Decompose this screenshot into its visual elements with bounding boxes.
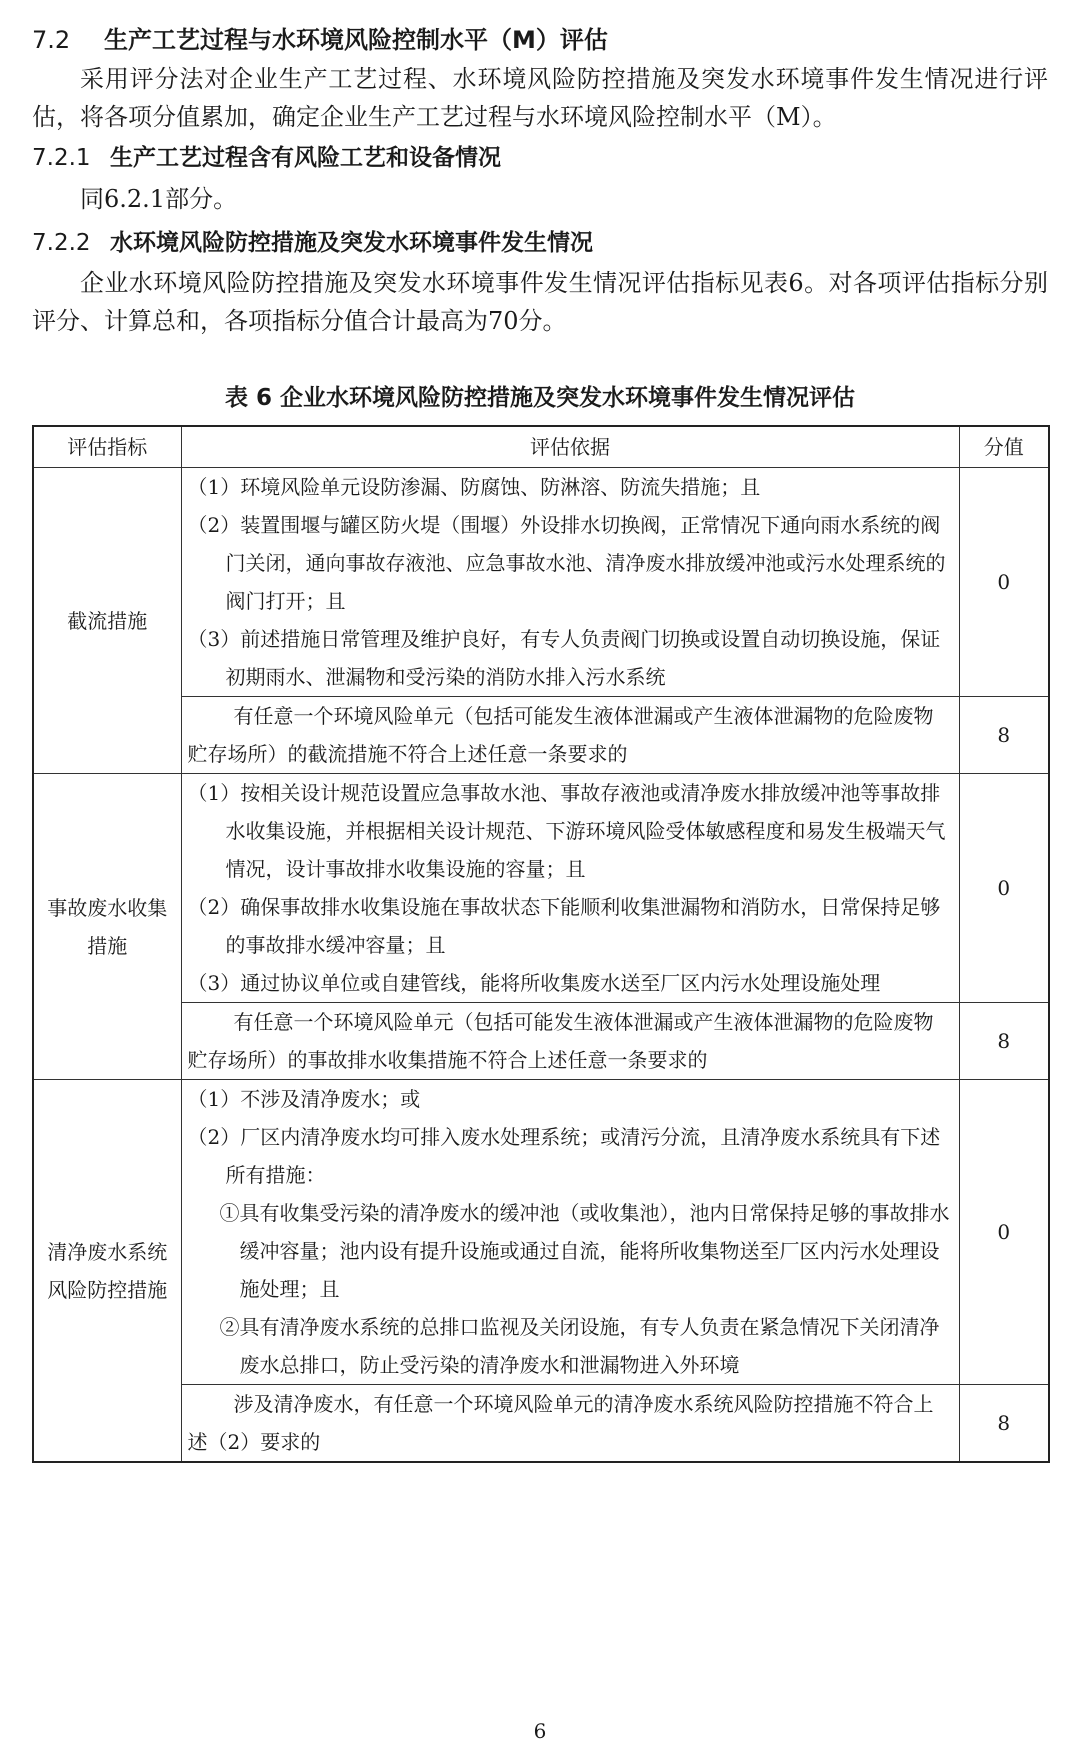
header-score: 分值 [959, 426, 1049, 468]
basis-subitem: ②具有清净废水系统的总排口监视及关闭设施，有专人负责在紧急情况下关闭清净废水总排口，防止受污染的清净废水和泄漏物进入外环境 [219, 1315, 940, 1377]
score-cell: 0 [959, 1080, 1049, 1385]
basis-text: 涉及清净废水，有任意一个环境风险单元的清净废水系统风险防控措施不符合上述（2）要求的 [187, 1392, 934, 1454]
indicator-cell [33, 468, 181, 774]
page-number: 6 [533, 1719, 547, 1743]
table-row [33, 1003, 1049, 1080]
subsection-text-2: 企业水环境风险防控措施及突发水环境事件发生情况评估指标见表6。对各项评估指标分别评分、计算总和，各项指标分值合计最高为70分。 [32, 269, 1048, 335]
table-row [33, 697, 1049, 774]
basis-cell [181, 774, 959, 1003]
header-indicator: 评估指标 [33, 426, 181, 468]
subsection-title-1: 生产工艺过程含有风险工艺和设备情况 [110, 145, 501, 171]
indicator-line: 风险防控措施 [47, 1277, 168, 1302]
section-heading [32, 22, 608, 58]
basis-item: （3）前述措施日常管理及维护良好，有专人负责阀门切换或设置自动切换设施，保证初期雨水、泄漏物和受污染的消防水排入污水系统 [187, 627, 941, 689]
score-cell: 8 [959, 1385, 1049, 1463]
table-row [33, 1080, 1049, 1385]
basis-item: （2）厂区内清净废水均可排入废水处理系统；或清污分流，且清净废水系统具有下述所有措施： [187, 1125, 941, 1187]
basis-text: 有任意一个环境风险单元（包括可能发生液体泄漏或产生液体泄漏物的危险废物贮存场所）的事故排水收集措施不符合上述任意一条要求的 [187, 1010, 934, 1072]
table-row [33, 774, 1049, 1003]
indicator-line: 截流措施 [67, 608, 148, 633]
table-body [33, 468, 1049, 1463]
score-cell: 8 [959, 697, 1049, 774]
table-row [33, 468, 1049, 697]
score-cell: 0 [959, 468, 1049, 697]
indicator-line: 清净废水系统 [47, 1239, 168, 1264]
basis-cell [181, 1080, 959, 1385]
subsection-heading-2 [32, 225, 593, 261]
intro-paragraph: 采用评分法对企业生产工艺过程、水环境风险防控措施及突发水环境事件发生情况进行评估，将各项分值累加，确定企业生产工艺过程与水环境风险控制水平（M）。 [32, 65, 1048, 131]
basis-cell [181, 1385, 959, 1463]
basis-item: （3）通过协议单位或自建管线，能将所收集废水送至厂区内污水处理设施处理 [187, 971, 881, 995]
section-number: 7.2 [32, 26, 71, 54]
basis-subitem: ①具有收集受污染的清净废水的缓冲池（或收集池），池内日常保持足够的事故排水缓冲容量；池内设有提升设施或通过自流，能将所收集物送至厂区内污水处理设施处理；且 [219, 1201, 950, 1301]
assessment-table [32, 425, 1050, 1463]
score-cell: 8 [959, 1003, 1049, 1080]
indicator-line: 措施 [87, 933, 128, 958]
basis-text: 有任意一个环境风险单元（包括可能发生液体泄漏或产生液体泄漏物的危险废物贮存场所）的截流措施不符合上述任意一条要求的 [187, 704, 934, 766]
subsection-title-2: 水环境风险防控措施及突发水环境事件发生情况 [110, 230, 593, 256]
table-row [33, 1385, 1049, 1463]
section-title: 生产工艺过程与水环境风险控制水平（M）评估 [104, 26, 608, 54]
subsection-number-2: 7.2.2 [32, 230, 91, 256]
basis-item: （1）环境风险单元设防渗漏、防腐蚀、防淋溶、防流失措施；且 [187, 475, 761, 499]
basis-cell [181, 697, 959, 774]
basis-item: （1）按相关设计规范设置应急事故水池、事故存液池或清净废水排放缓冲池等事故排水收集设施，并根据相关设计规范、下游环境风险受体敏感程度和易发生极端天气情况，设计事故排水收集设施的容量；且 [187, 781, 946, 881]
indicator-cell [33, 1080, 181, 1463]
basis-item: （2）确保事故排水收集设施在事故状态下能顺利收集泄漏物和消防水，日常保持足够的事故排水缓冲容量；且 [187, 895, 941, 957]
table-header-row [33, 426, 1049, 468]
subsection-number-1: 7.2.1 [32, 145, 91, 171]
indicator-cell [33, 774, 181, 1080]
basis-cell [181, 468, 959, 697]
basis-cell [181, 1003, 959, 1080]
basis-item: （1）不涉及清净废水；或 [187, 1087, 421, 1111]
basis-item: （2）装置围堰与罐区防火堤（围堰）外设排水切换阀，正常情况下通向雨水系统的阀门关闭，通向事故存液池、应急事故水池、清净废水排放缓冲池或污水处理系统的阀门打开；且 [187, 513, 946, 613]
indicator-line: 事故废水收集 [47, 895, 168, 920]
score-cell: 0 [959, 774, 1049, 1003]
subsection-heading-1 [32, 140, 501, 176]
header-basis: 评估依据 [181, 426, 959, 468]
subsection-text-1: 同6.2.1部分。 [80, 185, 238, 213]
table-caption: 表 6 企业水环境风险防控措施及突发水环境事件发生情况评估 [224, 385, 856, 411]
